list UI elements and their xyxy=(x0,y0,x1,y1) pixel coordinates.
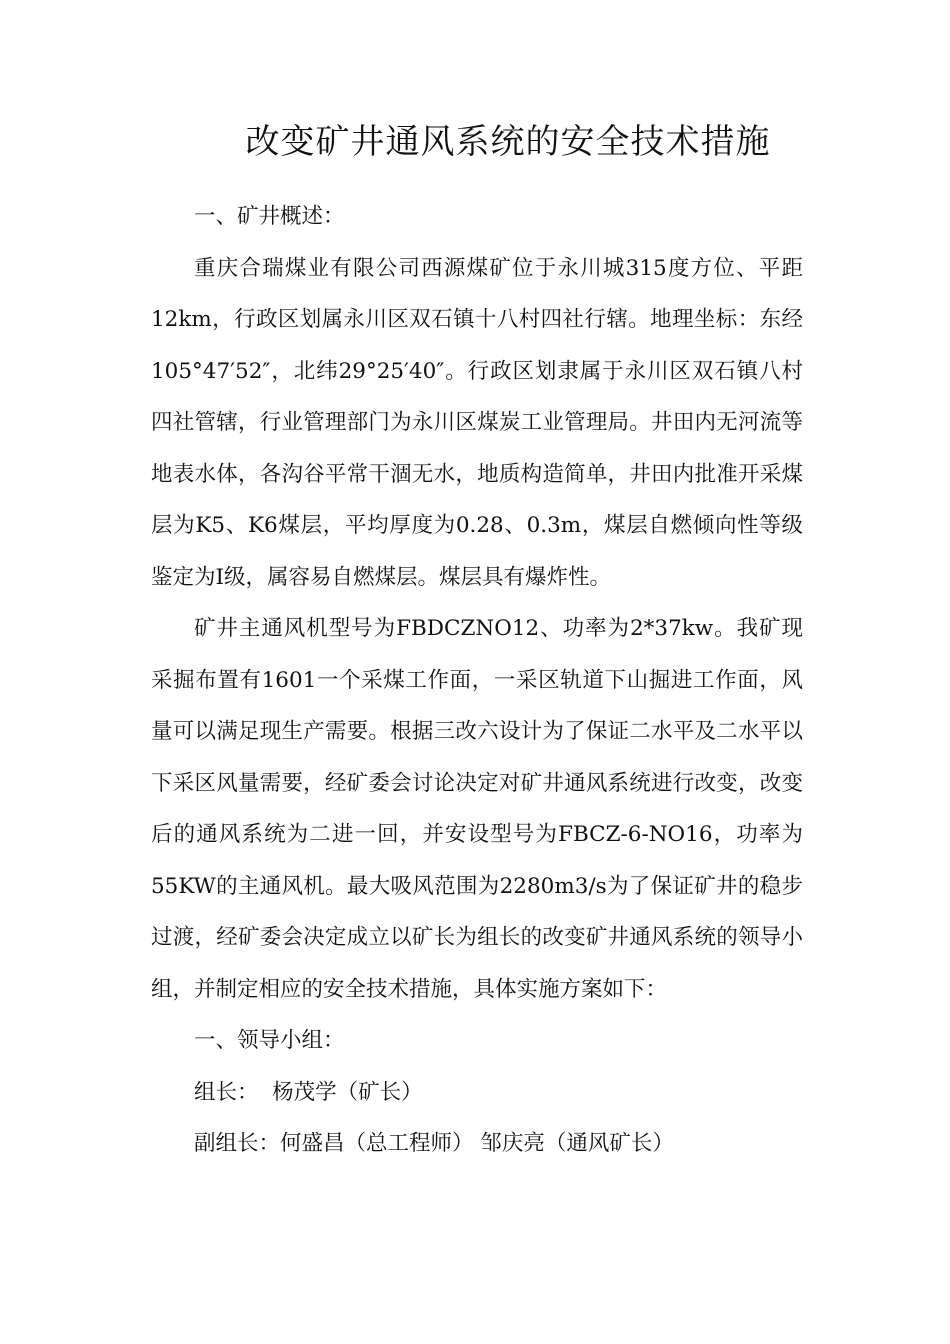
paragraph-mine-overview: 重庆合瑞煤业有限公司西源煤矿位于永川城315度方位、平距12km，行政区划属永川区双石镇十八村四社行辖。地理坐标：东经105°47′52″，北纬29°25′40″。行政区划隶属于永川区双石镇八村四社管辖，行业管理部门为永川区煤炭工业管理局。井田内无河流等地表水体，各沟谷平常干涸无水，地质构造简单，井田内批准开采煤层为K5、K6煤层，平均厚度为0.28、0.3m，煤层自燃倾向性等级鉴定为Ⅰ级，属容易自燃煤层。煤层具有爆炸性。 xyxy=(151,255,803,590)
deputy-leader-line: 副组长：何盛昌（总工程师） 邹庆亮（通风矿长） xyxy=(194,1131,674,1156)
paragraph-ventilation-change: 矿井主通风机型号为FBDCZNO12、功率为2*37kw。我矿现采掘布置有1601一个采煤工作面，一采区轨道下山掘进工作面，风量可以满足现生产需要。根据三改六设计为了保证二水平及二水平以下采区风量需要，经矿委会讨论决定对矿井通风系统进行改变，改变后的通风系统为二进一回，并安设型号为FBCZ-6-NO16，功率为55KW的主通风机。最大吸风范围为2280m3/s为了保证矿井的稳步过渡，经矿委会决定成立以矿长为组长的改变矿井通风系统的领导小组，并制定相应的安全技术措施，具体实施方案如下： xyxy=(151,616,803,1002)
leader-line: 组长： 杨茂学（矿长） xyxy=(194,1079,423,1105)
document-body xyxy=(151,191,803,1170)
section-heading-overview: 一、矿井概述： xyxy=(194,204,345,229)
section-heading-leadership: 一、领导小组： xyxy=(194,1028,345,1053)
document-title: 改变矿井通风系统的安全技术措施 xyxy=(245,122,771,162)
